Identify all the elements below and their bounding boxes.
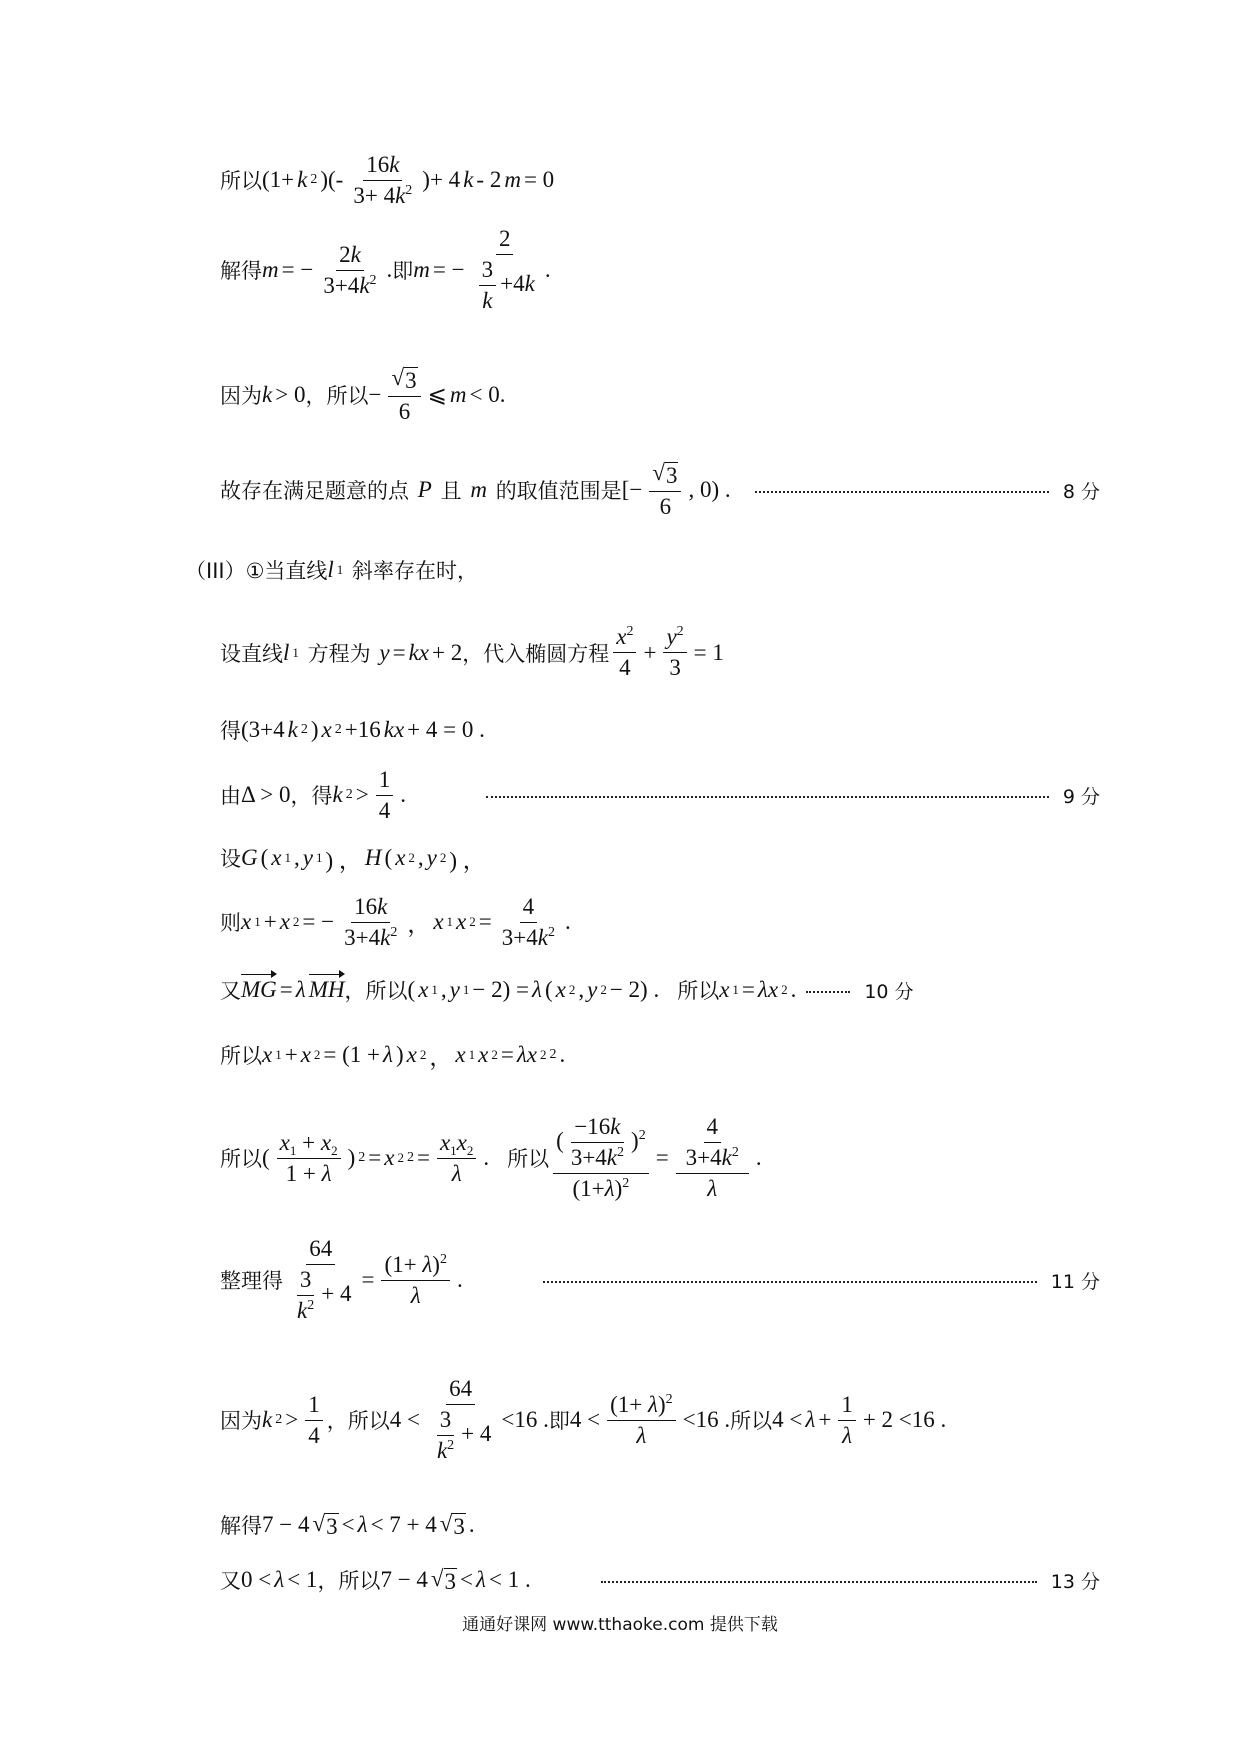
score-label: 13 分: [1050, 1570, 1100, 1593]
equation-line: 得 (3+4 k 2 ) x 2 +16 kx + 4 = 0 .: [220, 717, 485, 743]
equation-line: 则 x 1 + x 2 = − $\frac{16k}{3+4k^2}$ ， x 1 x 2 = $\frac{4}{3+4k^2}$ .: [220, 893, 571, 950]
equation-line: 解得 m = − $\frac{2k}{3+4k^2}$ . 即 m = − 2 $\frac{3}{k}$ +4k .: [220, 226, 551, 313]
math-expression: MG = λ MH: [241, 977, 345, 1002]
math-expression: ( $\frac{-16k}{3+4k^2}$ )$^2$ $(1+\lambda)^2$ = $\frac{\frac{4}{3+4k^2}}{\lambda}$ .: [549, 1114, 761, 1202]
math-expression: m = − $\frac{2k}{3+4k^2}$ .: [262, 241, 393, 298]
math-expression: k 2 > $\frac{1}{4}$: [262, 1392, 327, 1449]
math-expression: x 1 + x 2 = − $\frac{16k}{3+4k^2}$ ， x 1 x 2 = $\frac{4}{3+4k^2}$ .: [241, 893, 571, 950]
math-expression: 4 < $\frac{(1+ \lambda)^2}{\lambda}$ <16 .: [569, 1391, 731, 1448]
equation-line: 由 Δ > 0 ，得 k 2 > $\frac{1}{4}$ . 9 分: [220, 766, 1100, 823]
math-expression: k 2 > $\frac{1}{4}$ .: [332, 766, 406, 823]
math-expression: m = − 2 $\frac{3}{k}$ +4k .: [413, 226, 551, 313]
equation-line: 所以 ( $\frac{x_1 + x_2}{1 + \lambda}$ ) 2 = x 2 2 = $\frac{x_1x_2}{\lambda}$ . 所以 ( $\frac{-16k}{3+4k^2}$ )$^2$ $(1+\lambda)^2$ = $\frac{\frac{4}{3+4k^2}}{\lambda}$ .: [220, 1114, 762, 1201]
equation-line: 又 0 < λ < 1 ，所以 7 − 4 √ 3 < λ < 1 . 13 分: [220, 1565, 1100, 1594]
math-expression: ( x 1 , y 1 − 2) = λ ( x 2 , y 2 − 2) .: [407, 977, 660, 1002]
leader-dots: [486, 796, 1049, 798]
equation-line: 所以 (1+ k 2 )(- $\frac{16k}{3+ 4k^2}$ )+ 4 k - 2 m = 0: [220, 151, 555, 208]
equation-line: 所以 x 1 + x 2 = (1 + λ ) x 2 ， x 1 x 2 = λx 2 2 .: [220, 1035, 1100, 1075]
math-expression: ( $\frac{x_1 + x_2}{1 + \lambda}$ ) 2 = x 2 2 = $\frac{x_1x_2}{\lambda}$ .: [262, 1129, 490, 1186]
equation-line: 设直线 l 1 方程为 y = kx + 2 ，代入椭圆方程 $\frac{x^2}{4}$ + $\frac{y^2}{3}$ = 1: [220, 624, 724, 680]
leader-dots: [806, 991, 850, 993]
score-label: 8 分: [1062, 480, 1100, 503]
math-expression: 4 < λ + $\frac{1}{\lambda}$ + 2 <16 .: [772, 1391, 947, 1448]
equation-line: 设 G ( x 1 , y 1 ) ， H ( x 2 , y 2 ) ，: [220, 840, 1100, 876]
leader-dots: [601, 1581, 1037, 1583]
math-expression: G ( x 1 , y 1 ) ， H ( x 2 , y 2 ) ，: [241, 845, 486, 873]
math-expression: − √ 3 6 ⩽ m < 0.: [368, 365, 506, 424]
score-label: 11 分: [1050, 1270, 1100, 1293]
equation-line: 因为 k > 0 ，所以 − √ 3 6 ⩽ m < 0.: [220, 365, 506, 424]
equation-line: 又 MG = λ MH ，所以 ( x 1 , y 1 − 2) = λ ( x 2 , y 2 − 2) . 所以 x 1 = λx 2 . 10 分: [220, 977, 914, 1003]
math-expression: $\frac{x^2}{4}$ + $\frac{y^2}{3}$ = 1: [609, 624, 724, 681]
math-expression: x 1 + x 2 = (1 + λ ) x 2 ， x 1 x 2 = λx 2 2 .: [262, 1042, 566, 1070]
equation-line: 整理得 64 $\frac{3}{k^2}$ + 4 = $\frac{(1+ \lambda)^2}{\lambda}$ . 11 分: [220, 1236, 1100, 1323]
page-footer: 通通好课网 www.tthaoke.com 提供下载: [462, 1615, 778, 1635]
leader-dots: [543, 1281, 1037, 1283]
score-label: 10 分: [864, 980, 914, 1003]
equation-line: 故存在满足题意的点 P 且 m 的取值范围是 [− √ 3 6 , 0) . 8 分: [220, 460, 1100, 519]
section-heading: （III）①当直线 l 1 斜率存在时，: [185, 557, 479, 583]
math-expression: 64 $\frac{3}{k^2}$ + 4 = $\frac{(1+ \lambda)^2}{\lambda}$ .: [297, 1236, 463, 1323]
equation-line: 解得 7 − 4 √ 3 < λ < 7 + 4 √ 3 .: [220, 1510, 475, 1539]
math-expression: 7 − 4 √ 3 < λ < 1 .: [380, 1565, 531, 1594]
math-expression: (3+4 k 2 ) x 2 +16 kx + 4 = 0 .: [241, 717, 485, 742]
leader-dots: [755, 491, 1049, 493]
math-expression: 7 − 4 √ 3 < λ < 7 + 4 √ 3 .: [262, 1510, 475, 1539]
math-expression: k > 0: [262, 382, 306, 407]
math-expression: [− √ 3 6 , 0) .: [621, 460, 731, 519]
score-label: 9 分: [1062, 785, 1100, 808]
math-expression: (1+ k 2 )(- $\frac{16k}{3+ 4k^2}$ )+ 4 k - 2 m = 0: [262, 151, 555, 208]
equation-line: 因为 k 2 > $\frac{1}{4}$ ，所以 4 < 64 $\frac{3}{k^2}$ + 4 <16 . 即 4 < $\frac{(1+ \lambda)^2}{\lambda}$ <16 . 所以 4 < λ + $\frac{1}{\lambda}$ + 2 <16 .: [220, 1376, 947, 1463]
math-expression: 4 < 64 $\frac{3}{k^2}$ + 4 <16 .: [389, 1376, 549, 1463]
